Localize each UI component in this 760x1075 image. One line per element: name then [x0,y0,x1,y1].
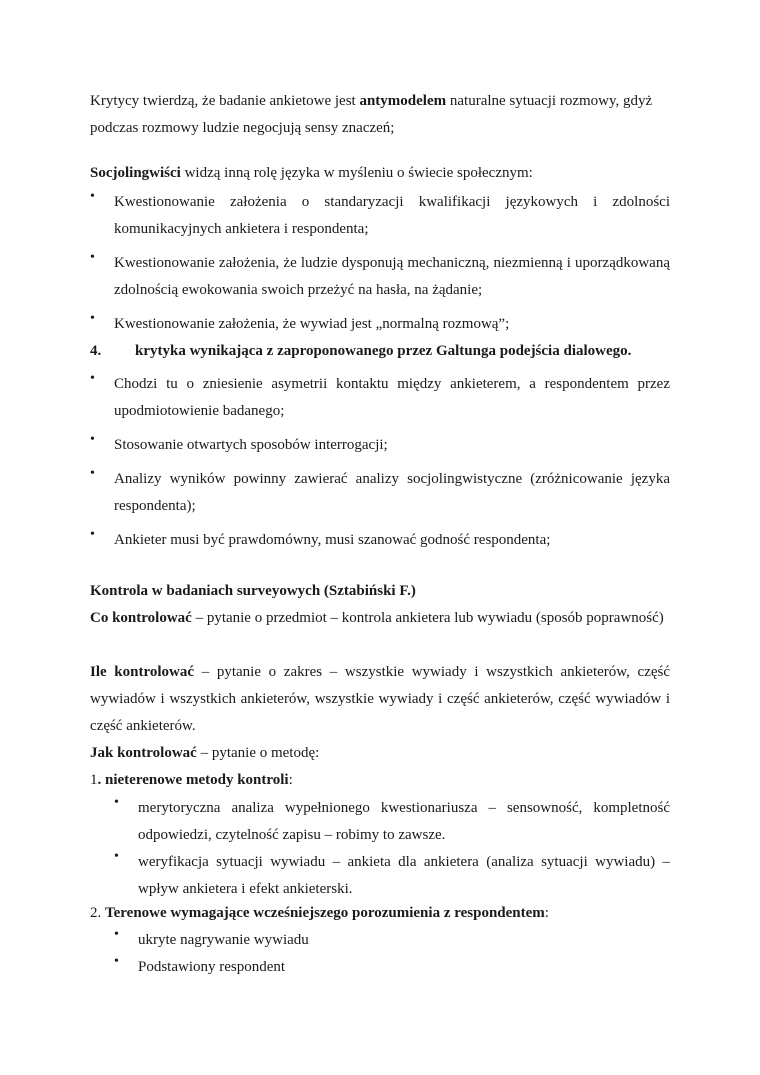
method-2-colon: : [544,905,549,921]
bullet-icon: • [90,371,95,386]
socio-bold: Socjolingwiści [90,165,181,181]
intro-text-b: naturalne sytuacji rozmowy, gdyż [446,93,653,109]
bullet-icon: • [114,954,119,969]
bullet-icon: • [90,250,95,265]
list-item-text: ukryte nagrywanie wywiadu [138,932,309,948]
socio-paragraph [90,160,670,187]
ile-kontrolowac-paragraph [90,659,670,740]
list-item-text: Chodzi tu o zniesienie asymetrii kontaktu między ankieterem, a respondentem przez upodmiotowienie badanego; [114,376,670,419]
list-item-text: Kwestionowanie założenia, że ludzie dysponują mechaniczną, niezmienną i uporządkowaną zdolnością ewokowania swoich przeżyć na hasła, na żądanie; [114,255,670,298]
jak-kontrolowac-paragraph [90,740,670,767]
method-1-colon: : [288,772,293,788]
bullet-icon: • [90,432,95,447]
bullet-icon: • [90,189,95,204]
method-1-heading [90,767,670,794]
ile-rest: – pytanie o zakres – wszystkie wywiady i wszystkich ankieterów, część wywiadów i wszystkich ankieterów, wszystkie wywiady i część ankieterów, część wywiadów i część ankieterów. [90,664,671,734]
list-item-text: merytoryczna analiza wypełnionego kwestionariusza – sensowność, kompletność odpowiedzi, czytelność zapisu – robimy to zawsze. [138,800,670,843]
method-2-title: Terenowe wymagające wcześniejszego porozumienia z respondentem [105,905,545,921]
bullet-icon: • [90,527,95,542]
co-rest: – pytanie o przedmiot – kontrola ankietera lub wywiadu (sposób poprawność) [191,610,664,626]
method-1-title: . nieterenowe metody kontroli [97,772,289,788]
point-text: krytyka wynikająca z zaproponowanego przez Galtunga podejścia dialowego. [135,343,632,359]
ile-bold: Ile kontrolować [90,664,195,680]
list-item-text: Kwestionowanie założenia, że wywiad jest „normalną rozmową”; [114,316,510,332]
bullet-icon: • [90,466,95,481]
bullet-icon: • [114,849,119,864]
section-heading: Kontrola w badaniach surveyowych (Sztabiński F.) [90,583,416,599]
list-item-text: weryfikacja sytuacji wywiadu – ankieta dla ankietera (analiza sytuacji wywiadu) – wpływ ankietera i efekt ankieterski. [138,854,670,897]
method-1-number: 1 [90,772,98,788]
intro-text-c: podczas rozmowy ludzie negocjują sensy znaczeń; [90,120,395,136]
socio-rest: widzą inną rolę języka w myśleniu o świecie społecznym: [180,165,533,181]
jak-rest: – pytanie o metodę: [196,745,320,761]
method-2-heading [90,900,670,927]
co-kontrolowac-paragraph [90,605,670,632]
bullet-icon: • [114,927,119,942]
method-2-number: 2. [90,905,105,921]
intro-paragraph [90,88,670,142]
co-bold: Co kontrolować [90,610,192,626]
list-item-text: Stosowanie otwartych sposobów interrogacji; [114,437,388,453]
intro-text-a: Krytycy twierdzą, że badanie ankietowe jest [90,93,360,109]
list-item-text: Podstawiony respondent [138,959,286,975]
list-item-text: Ankieter musi być prawdomówny, musi szanować godność respondenta; [114,532,551,548]
bullet-icon: • [90,311,95,326]
list-item-text: Kwestionowanie założenia o standaryzacji kwalifikacji językowych i zdolności komunikacyjnych ankietera i respondenta; [114,194,670,237]
jak-bold: Jak kontrolować [90,745,197,761]
bullet-icon: • [114,795,119,810]
list-item-text: Analizy wyników powinny zawierać analizy socjolingwistyczne (zróżnicowanie języka respondenta); [114,471,670,514]
intro-bold-term: antymodelem [359,93,447,109]
point-number: 4. [90,343,102,359]
